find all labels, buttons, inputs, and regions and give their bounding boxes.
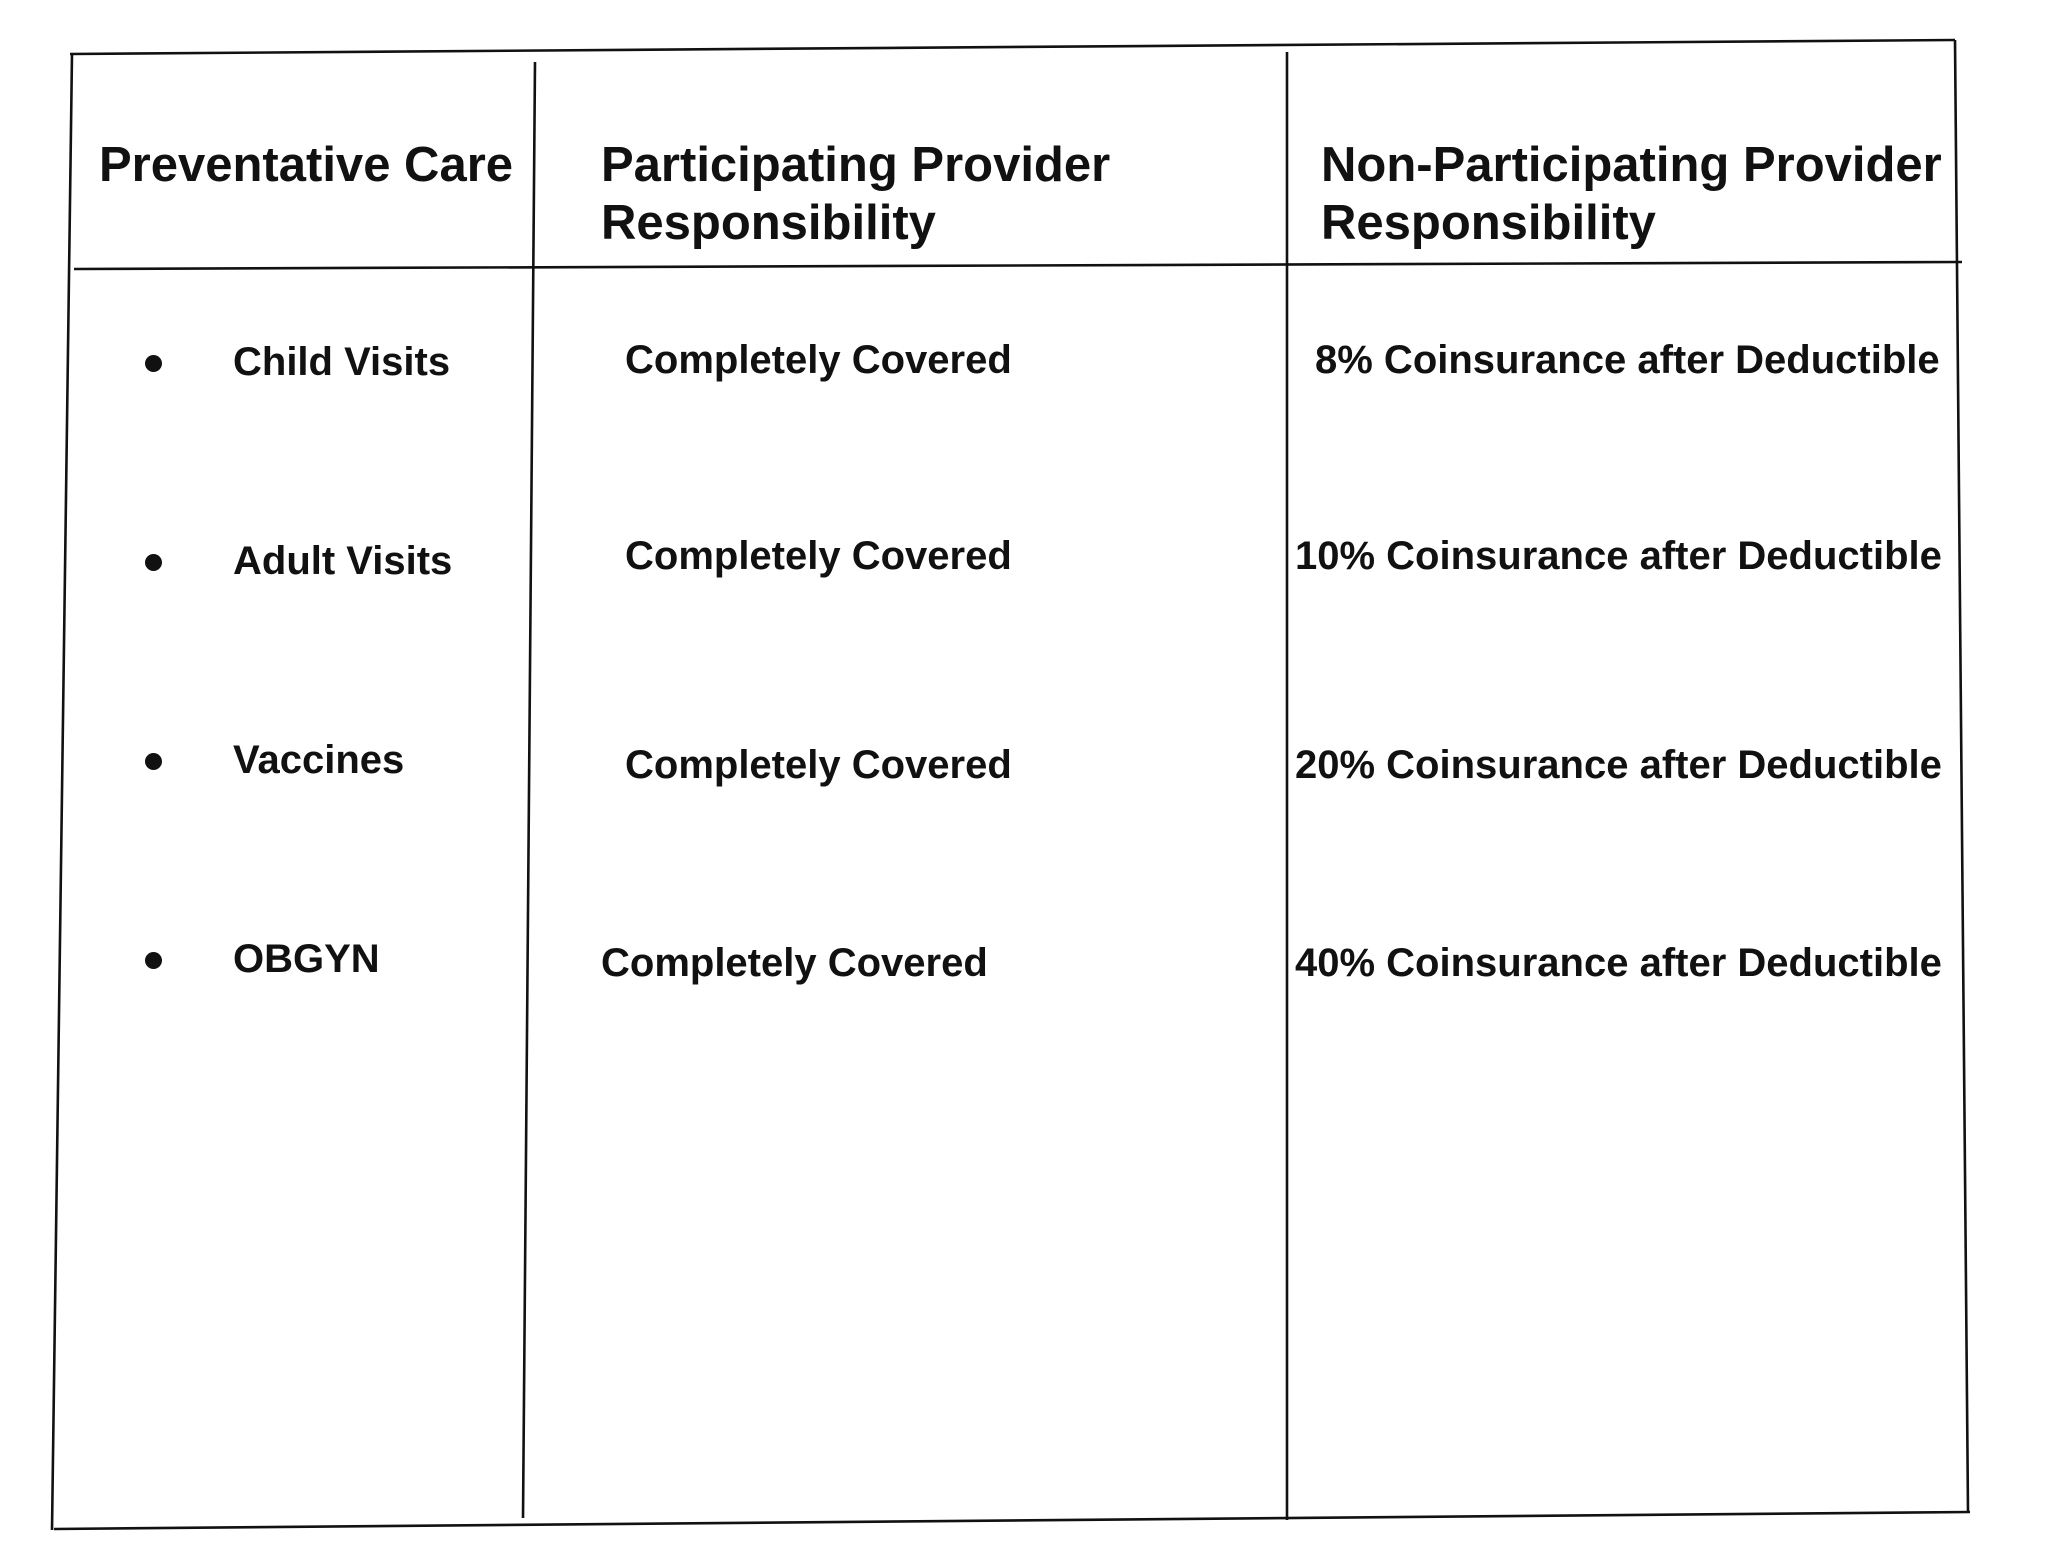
column-header-line: Preventative Care [99,138,514,192]
column-header-line: Responsibility [601,196,936,250]
table-bottom-border [54,1512,1970,1529]
participating-value: Completely Covered [601,941,988,985]
non-participating-value: 10% Coinsurance after Deductible [1295,534,1942,578]
service-label: Vaccines [233,738,405,782]
header-divider [74,262,1962,269]
non-participating-value: 8% Coinsurance after Deductible [1315,338,1940,382]
column-header-line: Non-Participating Provider [1321,138,1942,192]
column-header-participating [601,136,1110,252]
participating-value: Completely Covered [625,338,1012,382]
non-participating-value: 20% Coinsurance after Deductible [1295,743,1942,787]
column-divider-1 [523,62,535,1518]
bullet-icon [145,952,162,969]
participating-value: Completely Covered [625,743,1012,787]
table-left-border [52,54,72,1530]
column-header-line: Responsibility [1321,196,1656,250]
participating-value: Completely Covered [625,534,1012,578]
service-label: Child Visits [233,340,451,384]
bullet-icon [145,355,162,372]
column-header-preventative-care [99,136,513,194]
non-participating-value: 40% Coinsurance after Deductible [1295,941,1942,985]
service-label: OBGYN [233,937,380,981]
table-top-border [70,40,1955,54]
service-label: Adult Visits [233,539,453,583]
bullet-icon [145,554,162,571]
column-header-line: Participating Provider [601,138,1111,192]
column-header-non-participating [1321,136,1942,252]
bullet-icon [145,753,162,770]
